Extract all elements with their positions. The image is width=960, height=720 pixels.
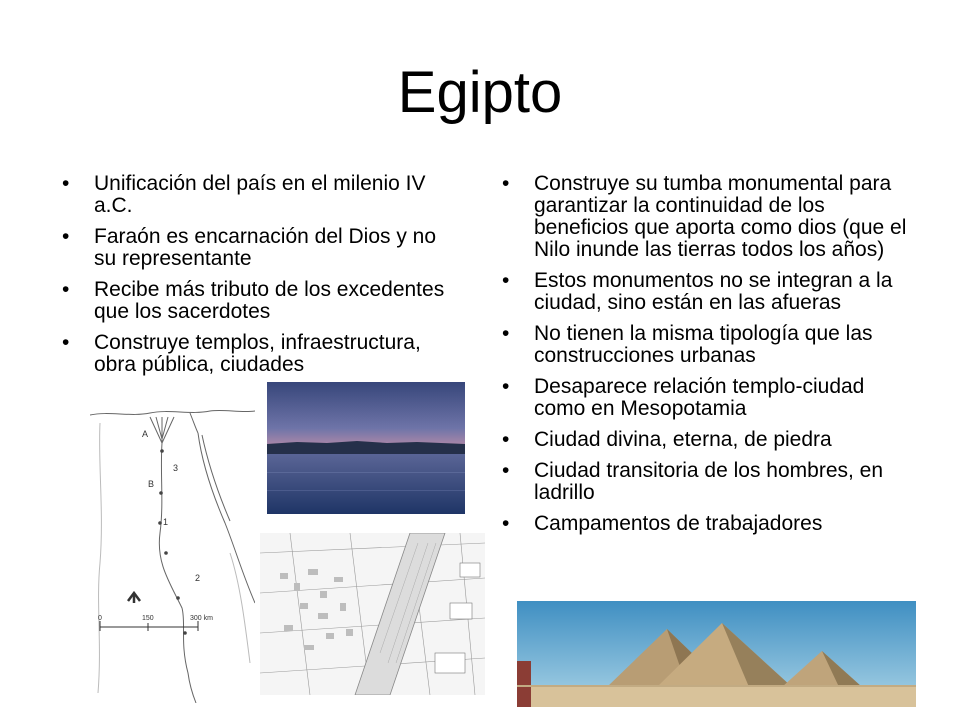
- scale-tick: 150: [142, 615, 154, 622]
- right-bullet-list: [502, 173, 912, 544]
- slide-title: Egipto: [397, 60, 563, 125]
- bullet-item: • Faraón es encarnación del Dios y no su representante: [62, 226, 462, 270]
- egypt-map-image: [90, 403, 255, 703]
- map-label: B: [148, 479, 155, 489]
- map-label: 3: [173, 463, 179, 473]
- bullet-item: • Estos monumentos no se integran a la ciudad, sino están en las afueras: [502, 270, 912, 314]
- scale-bar: [98, 615, 213, 631]
- bullet-item: • Campamentos de trabajadores: [502, 513, 912, 535]
- scale-tick: 0: [98, 615, 102, 622]
- bullet-item: • No tienen la misma tipología que las construcciones urbanas: [502, 323, 912, 367]
- left-bullet-list: [62, 173, 462, 385]
- bullet-item: • Construye su tumba monumental para garantizar la continuidad de los beneficios que aporta como dios (que el Nilo inunde las tierras todos los años): [502, 173, 912, 261]
- bullet-item: • Ciudad divina, eterna, de piedra: [502, 429, 912, 451]
- bullet-item: • Recibe más tributo de los excedentes que los sacerdotes: [62, 279, 462, 323]
- city-plan-map-image: [260, 533, 485, 695]
- map-label: 2: [195, 573, 201, 583]
- map-label: 1: [163, 517, 169, 527]
- bullet-item: • Unificación del país en el milenio IV a.C.: [62, 173, 462, 217]
- map-label: A: [142, 429, 149, 439]
- pyramids-photo: [517, 601, 916, 707]
- scale-tick: 300 km: [190, 615, 213, 622]
- bullet-item: • Ciudad transitoria de los hombres, en ladrillo: [502, 460, 912, 504]
- bullet-item: • Construye templos, infraestructura, obra pública, ciudades: [62, 332, 462, 376]
- nile-river-photo: [267, 382, 465, 514]
- bullet-item: • Desaparece relación templo-ciudad como en Mesopotamia: [502, 376, 912, 420]
- north-arrow-icon: [128, 593, 140, 603]
